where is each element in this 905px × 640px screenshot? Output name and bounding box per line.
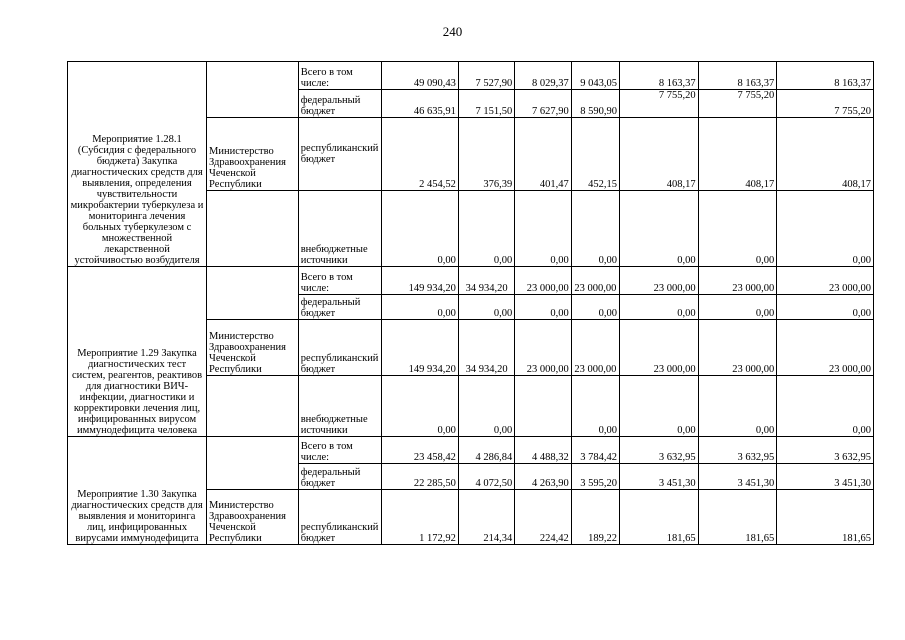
page-number: 240 xyxy=(442,24,463,39)
value-cell: 181,65 xyxy=(698,490,777,545)
value-cell: 408,17 xyxy=(620,118,699,191)
value-cell: 3 451,30 xyxy=(698,464,777,490)
value-cell: 23 000,00 xyxy=(515,267,571,295)
table-row xyxy=(68,62,874,90)
value-cell: 2 454,52 xyxy=(382,118,459,191)
value-cell: 3 451,30 xyxy=(777,464,874,490)
source-cell: федеральный бюджет xyxy=(298,295,382,320)
value-cell: 23 000,00 xyxy=(620,267,699,295)
table-row xyxy=(68,267,874,295)
value-cell: 23 000,00 xyxy=(620,320,699,376)
value-cell: 408,17 xyxy=(698,118,777,191)
source-cell: внебюджетные источники xyxy=(298,191,382,267)
event-cell: Мероприятие 1.29 Закупка диагностических тест систем, реагентов, реактивов для диагностики ВИЧ-инфекции, диагностики и корректировки лечения лиц, инфицированных вирусом иммунодефицита человека xyxy=(68,267,207,437)
value-cell: 34 934,20 xyxy=(458,320,514,376)
value-cell: 23 000,00 xyxy=(571,320,619,376)
value-cell xyxy=(515,376,571,437)
value-cell: 149 934,20 xyxy=(382,320,459,376)
value-cell: 0,00 xyxy=(382,191,459,267)
value-cell: 23 000,00 xyxy=(777,267,874,295)
executor-cell: Министерство Здравоохранения Чеченской Республики xyxy=(207,490,299,545)
value-cell: 8 163,37 xyxy=(777,62,874,90)
value-cell: 0,00 xyxy=(698,191,777,267)
value-cell: 23 000,00 xyxy=(698,267,777,295)
executor-cell-empty xyxy=(207,62,299,118)
source-cell: Всего в том числе: xyxy=(298,267,382,295)
value-cell: 0,00 xyxy=(458,295,514,320)
value-cell: 8 163,37 xyxy=(620,62,699,90)
value-cell: 46 635,91 xyxy=(382,90,459,118)
value-cell: 22 285,50 xyxy=(382,464,459,490)
value-cell: 181,65 xyxy=(777,490,874,545)
value-cell: 3 451,30 xyxy=(620,464,699,490)
value-cell: 149 934,20 xyxy=(382,267,459,295)
value-cell: 49 090,43 xyxy=(382,62,459,90)
value-cell: 408,17 xyxy=(777,118,874,191)
source-cell: республиканский бюджет xyxy=(298,320,382,376)
value-cell: 0,00 xyxy=(515,295,571,320)
event-cell: Мероприятие 1.30 Закупка диагностических средств для выявления и мониторинга лиц, инфицированных вирусами иммунодефицита xyxy=(68,437,207,545)
value-cell: 7 755,20 xyxy=(698,90,777,118)
value-cell: 23 000,00 xyxy=(571,267,619,295)
value-cell: 3 632,95 xyxy=(698,437,777,464)
value-cell: 0,00 xyxy=(698,376,777,437)
source-cell: федеральный бюджет xyxy=(298,464,382,490)
executor-cell-empty xyxy=(207,437,299,490)
executor-cell-empty xyxy=(207,376,299,437)
event-cell: Мероприятие 1.28.1 (Субсидия с федерального бюджета) Закупка диагностических средств для выявления, определения чувствительности микробактерии туберкулеза и мониторинга лечения больных туберкулезом с множественной лекарственной устойчивостью возбудителя xyxy=(68,62,207,267)
value-cell: 7 151,50 xyxy=(458,90,514,118)
value-cell: 3 632,95 xyxy=(620,437,699,464)
value-cell: 0,00 xyxy=(571,295,619,320)
value-cell: 8 029,37 xyxy=(515,62,571,90)
value-cell: 401,47 xyxy=(515,118,571,191)
value-cell: 376,39 xyxy=(458,118,514,191)
value-cell: 3 632,95 xyxy=(777,437,874,464)
value-cell: 224,42 xyxy=(515,490,571,545)
value-cell: 0,00 xyxy=(571,376,619,437)
value-cell: 1 172,92 xyxy=(382,490,459,545)
value-cell: 0,00 xyxy=(515,191,571,267)
value-cell: 0,00 xyxy=(382,376,459,437)
value-cell: 214,34 xyxy=(458,490,514,545)
value-cell: 0,00 xyxy=(571,191,619,267)
source-cell: республиканский бюджет xyxy=(298,490,382,545)
value-cell: 189,22 xyxy=(571,490,619,545)
value-cell: 4 286,84 xyxy=(458,437,514,464)
value-cell: 0,00 xyxy=(698,295,777,320)
source-cell: Всего в том числе: xyxy=(298,62,382,90)
executor-cell: Министерство Здравоохранения Чеченской Республики xyxy=(207,118,299,191)
value-cell: 3 595,20 xyxy=(571,464,619,490)
source-cell: республиканский бюджет xyxy=(298,118,382,191)
value-cell: 0,00 xyxy=(777,191,874,267)
value-cell: 34 934,20 xyxy=(458,267,514,295)
value-cell: 452,15 xyxy=(571,118,619,191)
value-cell: 0,00 xyxy=(382,295,459,320)
value-cell: 9 043,05 xyxy=(571,62,619,90)
value-cell: 23 458,42 xyxy=(382,437,459,464)
value-cell: 0,00 xyxy=(620,295,699,320)
value-cell: 0,00 xyxy=(777,295,874,320)
value-cell: 7 627,90 xyxy=(515,90,571,118)
source-cell: федеральный бюджет xyxy=(298,90,382,118)
table-row xyxy=(68,437,874,464)
executor-cell-empty xyxy=(207,191,299,267)
value-cell: 8 590,90 xyxy=(571,90,619,118)
value-cell: 7 755,20 xyxy=(777,90,874,118)
source-cell: внебюджетные источники xyxy=(298,376,382,437)
value-cell: 0,00 xyxy=(620,191,699,267)
value-cell: 4 072,50 xyxy=(458,464,514,490)
value-cell: 0,00 xyxy=(458,376,514,437)
source-cell: Всего в том числе: xyxy=(298,437,382,464)
value-cell: 0,00 xyxy=(458,191,514,267)
value-cell: 23 000,00 xyxy=(698,320,777,376)
value-cell: 23 000,00 xyxy=(777,320,874,376)
value-cell: 3 784,42 xyxy=(571,437,619,464)
value-cell: 23 000,00 xyxy=(515,320,571,376)
value-cell: 7 527,90 xyxy=(458,62,514,90)
value-cell: 4 488,32 xyxy=(515,437,571,464)
value-cell: 8 163,37 xyxy=(698,62,777,90)
value-cell: 0,00 xyxy=(620,376,699,437)
value-cell: 4 263,90 xyxy=(515,464,571,490)
executor-cell: Министерство Здравоохранения Чеченской Республики xyxy=(207,320,299,376)
value-cell: 181,65 xyxy=(620,490,699,545)
value-cell: 0,00 xyxy=(777,376,874,437)
budget-table xyxy=(67,61,874,545)
value-cell: 7 755,20 xyxy=(620,90,699,118)
executor-cell-empty xyxy=(207,267,299,320)
